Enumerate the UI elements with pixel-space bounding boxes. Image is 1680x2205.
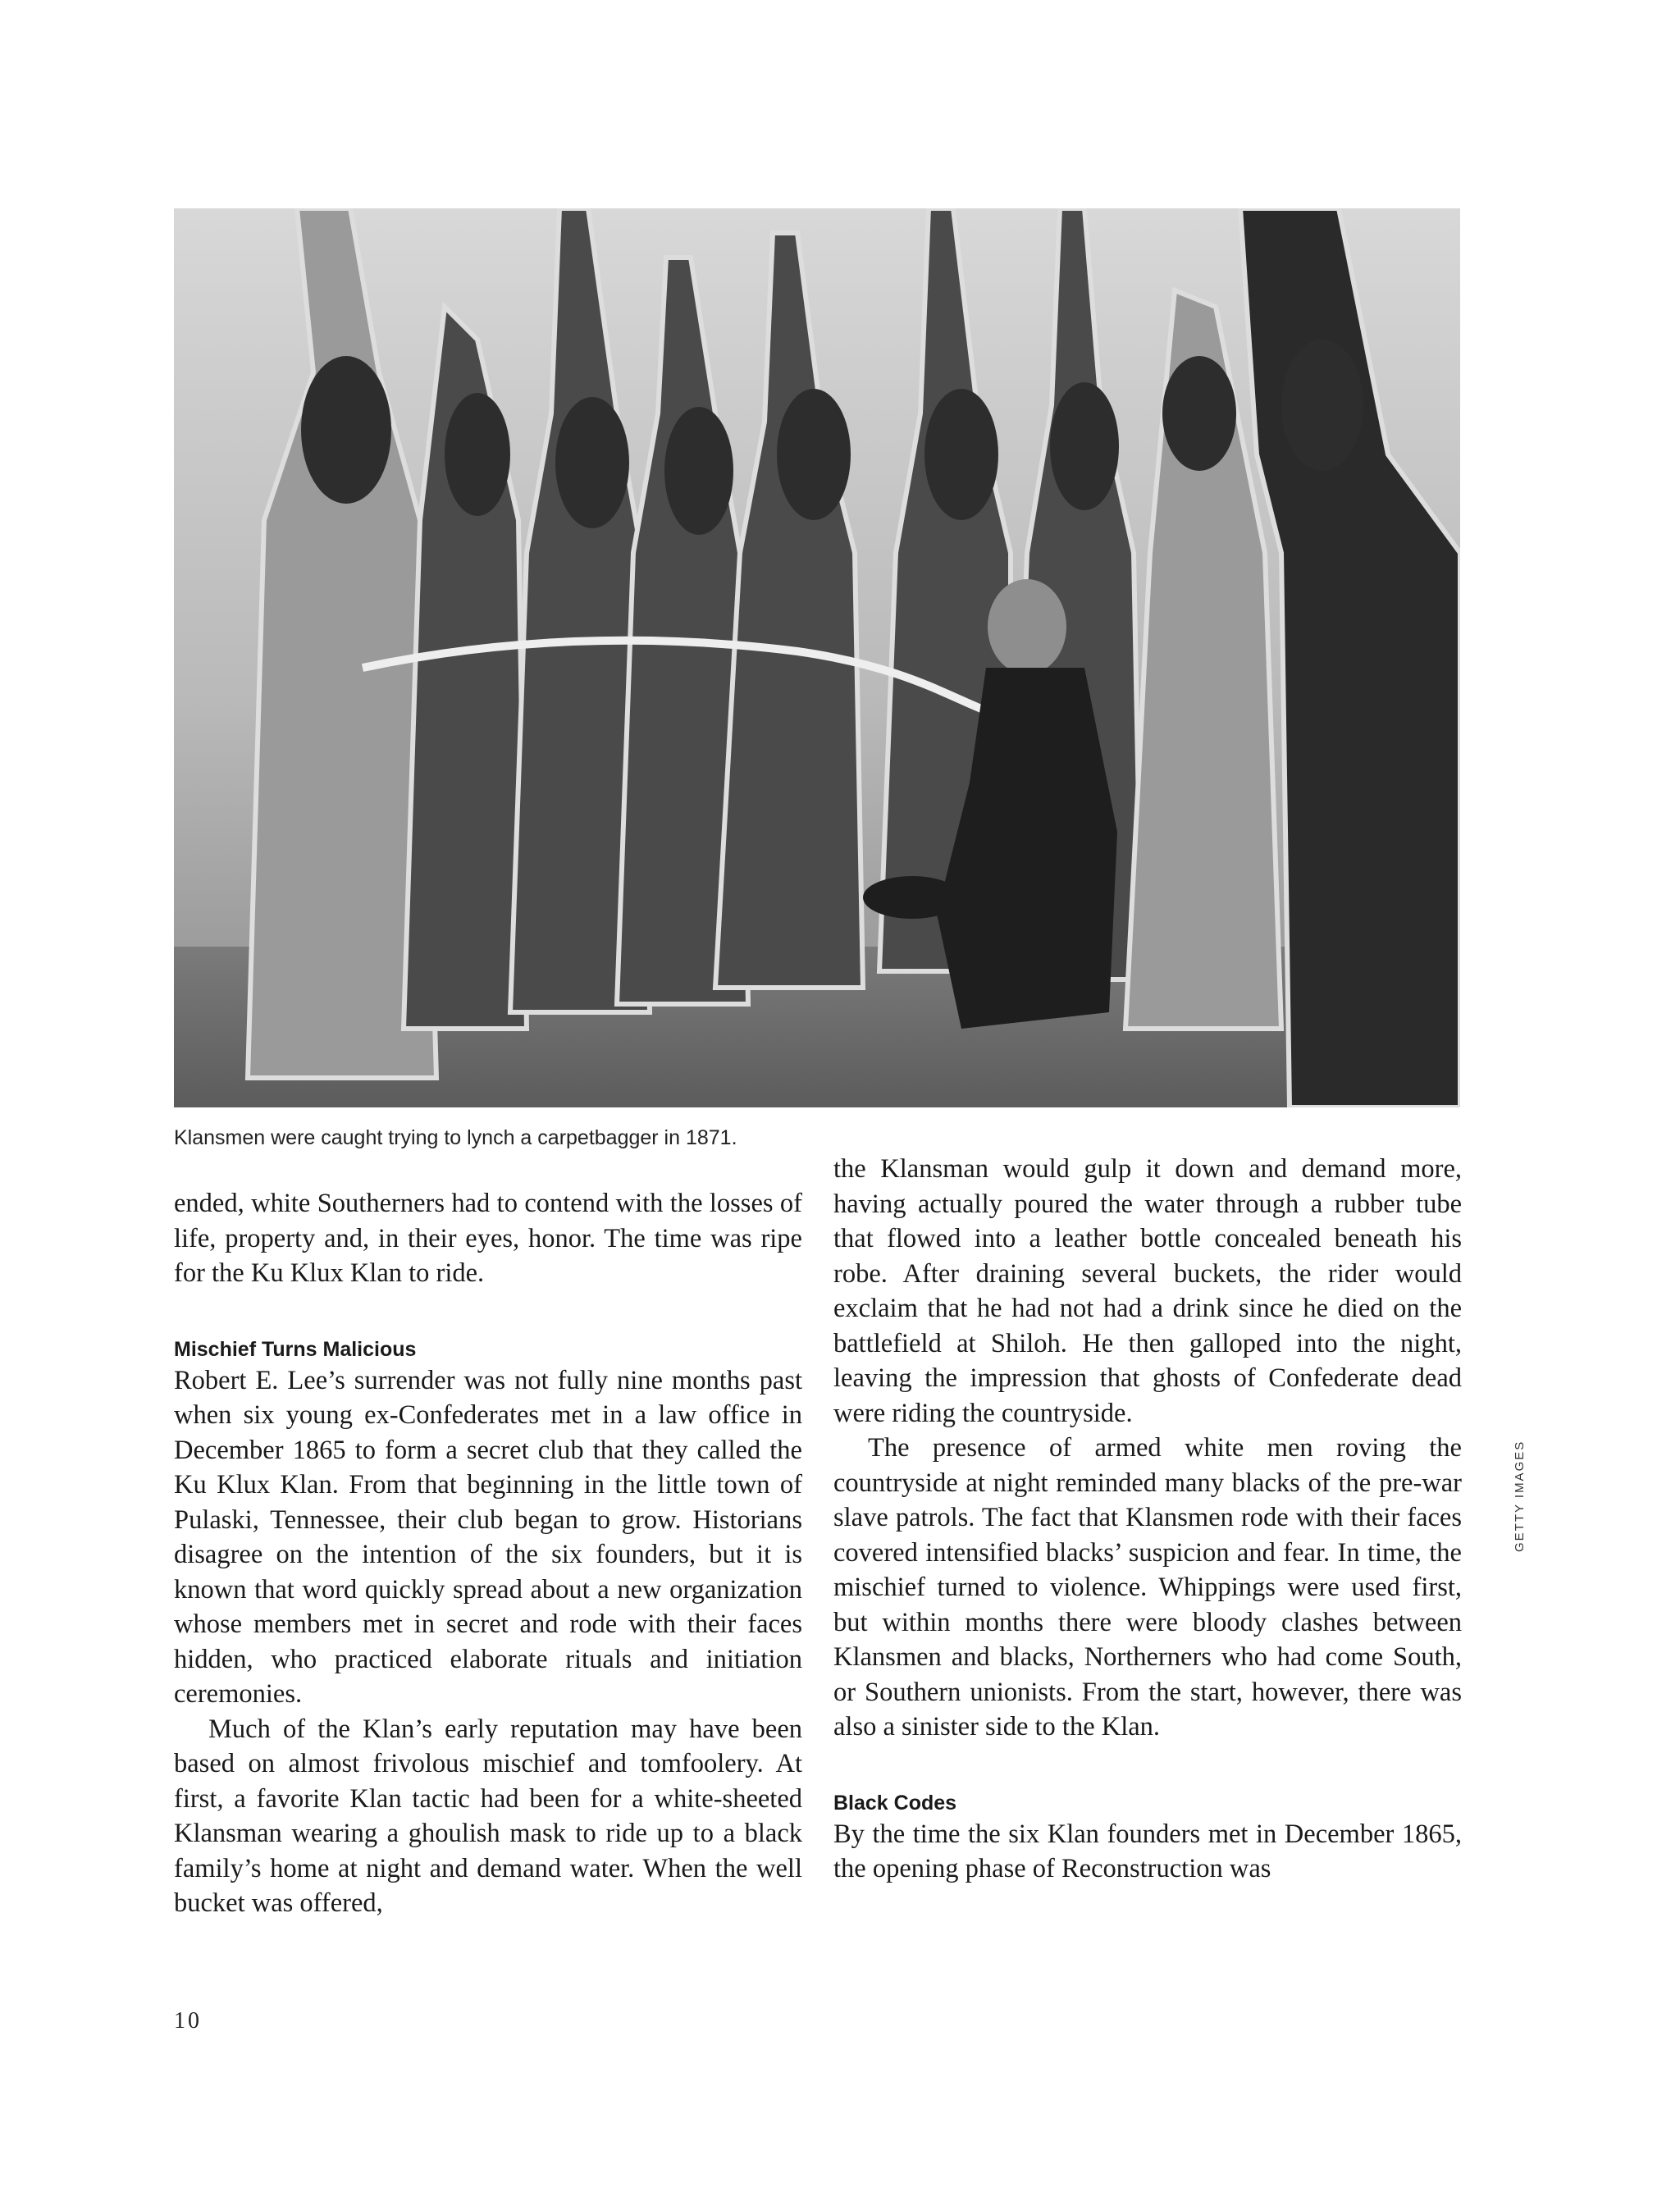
body-paragraph: The presence of armed white men roving the countryside at night reminded many blacks of the pre-war slave patrols. The fact that Klansmen rode with their faces covered intensified blacks’ suspicion and fear. In time, the mischief turned to violence. Whippings were used first, but within months there were bloody clashes between Klansmen and blacks, Northerners who had come South, or Southern unionists. From the start, however, there was also a sinister side to the Klan.: [833, 1433, 1462, 1742]
photo-caption: Klansmen were caught trying to lynch a carpetbagger in 1871.: [174, 1126, 737, 1149]
klansmen-photo-illustration: [174, 208, 1460, 1107]
photo-credit: GETTY IMAGES: [1513, 1440, 1527, 1552]
body-paragraph: By the time the six Klan founders met in December 1865, the opening phase of Reconstruction was: [833, 1819, 1462, 1883]
page-number: 10: [174, 2008, 202, 2034]
section-heading: Black Codes: [833, 1791, 957, 1815]
right-column: [833, 1152, 1462, 1887]
body-paragraph: the Klansman would gulp it down and demand more, having actually poured the water through a rubber tube that flowed into a leather bottle concealed beneath his robe. After draining several buckets, the rider would exclaim that he had not had a drink since he died on the battlefield at Shiloh. He then galloped into the night, leaving the impression that ghosts of Confederate dead were riding the countryside.: [833, 1154, 1462, 1428]
body-paragraph: Much of the Klan’s early reputation may have been based on almost frivolous mischief and tomfoolery. At first, a favorite Klan tactic had been for a white-sheeted Klansman wearing a ghoulish mask to ride up to a black family’s home at night and demand water. When the well bucket was offered,: [174, 1714, 802, 1918]
left-column: [174, 1186, 802, 1921]
historical-photo: [174, 208, 1460, 1107]
section-heading: Mischief Turns Malicious: [174, 1337, 417, 1361]
body-paragraph: Robert E. Lee’s surrender was not fully nine months past when six young ex-Confederates met in a law office in December 1865 to form a secret club that they called the Ku Klux Klan. From that beginning in the little town of Pulaski, Tennessee, their club began to grow. Historians disagree on the intention of the six founders, but it is known that word quickly spread about a new organization whose members met in secret and rode with their faces hidden, who practiced elaborate rituals and initiation ceremonies.: [174, 1365, 802, 1709]
body-paragraph: ended, white Southerners had to contend with the losses of life, property and, in their eyes, honor. The time was ripe for the Ku Klux Klan to ride.: [174, 1189, 802, 1288]
